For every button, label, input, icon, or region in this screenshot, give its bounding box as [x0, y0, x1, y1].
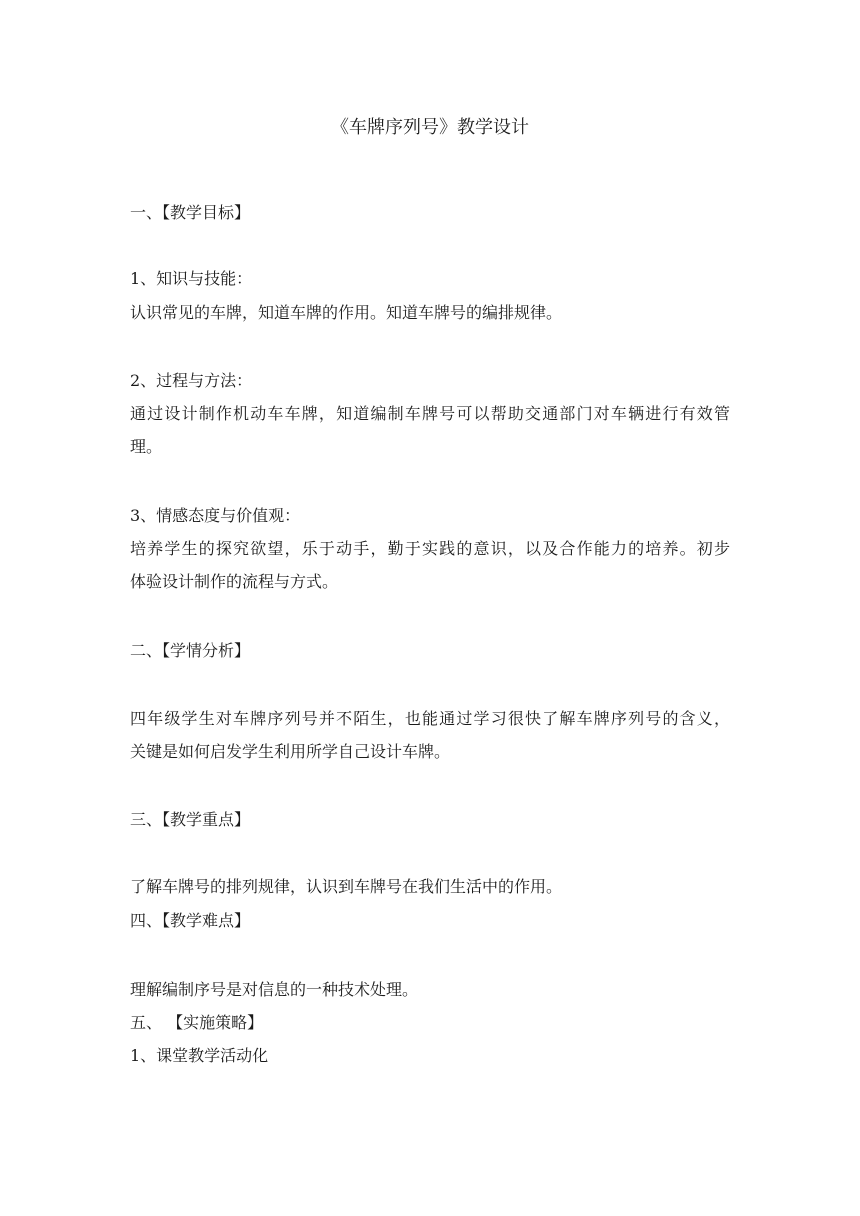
paragraph-attitudes-values-line-1: 培养学生的探究欲望，乐于动手，勤于实践的意识，以及合作能力的培养。初步 — [130, 539, 730, 558]
section-heading-strategies: 五、 【实施策略】 — [130, 1013, 264, 1032]
document-title: 《车牌序列号》教学设计 — [331, 117, 529, 138]
section-heading-teaching-goals: 一、【教学目标】 — [130, 203, 251, 222]
paragraph-difficulties: 理解编制序号是对信息的一种技术处理。 — [130, 980, 419, 999]
section-heading-key-points: 三、【教学重点】 — [130, 810, 251, 829]
paragraph-knowledge-skills: 认识常见的车牌，知道车牌的作用。知道车牌号的编排规律。 — [130, 303, 563, 322]
list-item-strategy-1: 1、课堂教学活动化 — [130, 1046, 269, 1065]
subheading-knowledge-skills: 1、知识与技能： — [130, 269, 253, 288]
section-heading-difficulties: 四、【教学难点】 — [130, 911, 251, 930]
paragraph-attitudes-values-line-2: 体验设计制作的流程与方式。 — [130, 572, 339, 591]
subheading-process-methods: 2、过程与方法： — [130, 371, 253, 390]
paragraph-key-points: 了解车牌号的排列规律，认识到车牌号在我们生活中的作用。 — [130, 877, 563, 896]
subheading-attitudes-values: 3、情感态度与价值观： — [130, 506, 301, 525]
section-heading-learner-analysis: 二、【学情分析】 — [130, 641, 251, 660]
paragraph-learner-analysis-line-2: 关键是如何启发学生利用所学自己设计车牌。 — [130, 742, 451, 761]
paragraph-learner-analysis-line-1: 四年级学生对车牌序列号并不陌生，也能通过学习很快了解车牌序列号的含义， — [130, 709, 730, 728]
paragraph-process-methods-line-1: 通过设计制作机动车车牌，知道编制车牌号可以帮助交通部门对车辆进行有效管 — [130, 404, 730, 423]
paragraph-process-methods-line-2: 理。 — [130, 437, 163, 456]
